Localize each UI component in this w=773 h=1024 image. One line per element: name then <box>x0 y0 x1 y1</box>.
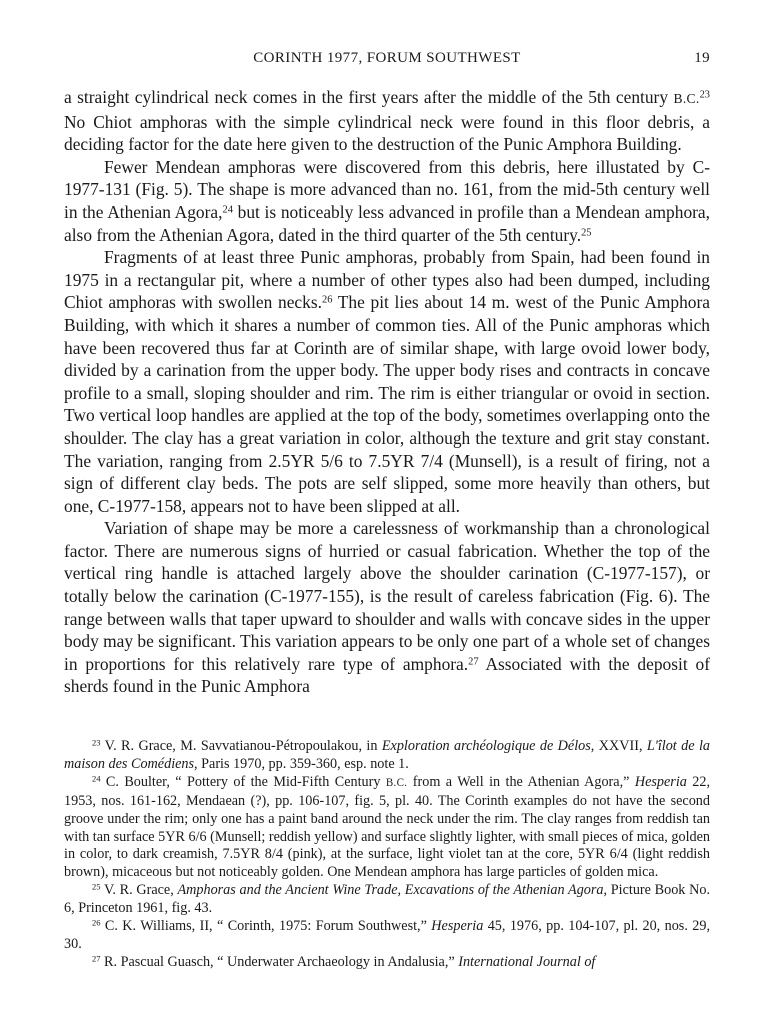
page-number: 19 <box>694 50 710 66</box>
paragraph-4: Variation of shape may be more a carelessness of workmanship than a chronological factor. There are numerous signs of hurried or casual fabrication. Whether the top of the vertical ring handle is attached largely above the shoulder carination (C-1977-157), or totally below the carination (C-1977-155), is the result of careless fabrication (Fig. 6). The range between walls that taper upward to shoulder and walls with concave sides in the upper body may be significant. This variation appears to be only one part of a whole set of changes in proportions for this relatively rare type of amphora.$^{27}$ Associated with the deposit of sherds found in the Punic Amphora <box>64 518 710 697</box>
footnote-ref: 27 <box>468 656 479 668</box>
bc-abbrev: B.C. <box>673 91 700 106</box>
footnote-ref: 25 <box>581 226 592 238</box>
running-title: CORINTH 1977, FORUM SOUTHWEST <box>253 50 521 66</box>
footnote-ref: 24 <box>222 204 233 216</box>
footnote-23: $^{23}$ V. R. Grace, M. Savvatianou-Pétropoulakou, in Exploration archéologique de Délos, XXVII, L'îlot de la maison des Comédiens, Paris 1970, pp. 359-360, esp. note 1. <box>64 737 710 772</box>
footnote-ref: 23 <box>699 89 710 101</box>
running-header <box>64 50 710 72</box>
footnote-27: $^{27}$ R. Pascual Guasch, “ Underwater Archaeology in Andalusia,” International Journal of <box>92 953 596 970</box>
main-text <box>64 86 710 698</box>
footnote-ref: 26 <box>321 294 333 306</box>
paragraph-1: a straight cylindrical neck comes in the first years after the middle of the 5th century B.C.$^{23}$ No Chiot amphoras with the simple cylindrical neck were found in this floor debris, a deciding factor for the date here given to the destruction of the Punic Amphora Building. <box>64 87 710 155</box>
paragraph-2: Fewer Mendean amphoras were discovered from this debris, here illustated by C-1977-131 (Fig. 5). The shape is more advanced than no. 161, from the mid-5th century well in the Athenian Agora,$^{24}$ but is noticeably less advanced in profile than a Mendean amphora, also from the Athenian Agora, dated in the third quarter of the 5th century.$^{25}$ <box>64 156 711 245</box>
footnote-25: $^{25}$ V. R. Grace, Amphoras and the Ancient Wine Trade, Excavations of the Athenian Agora, Picture Book No. 6, Princeton 1961, fig. 43. <box>64 881 710 917</box>
paragraph-3: Fragments of at least three Punic amphoras, probably from Spain, had been found in 1975 in a rectangular pit, where a number of other types also had been dumped, including Chiot amphoras with swollen necks.$^{26}$ The pit lies about 14 m. west of the Punic Amphora Building, with which it shares a number of common ties. All of the Punic amphoras which have been recovered thus far at Corinth are of similar shape, with large ovoid lower body, divided by a carination from the upper body. The upper body rises and contracts in concave profile to a small, sloping shoulder and rim. The rim is either triangular or ovoid in section. Two vertical loop handles are applied at the top of the body, sometimes overlapping onto the shoulder. The clay has a great variation in color, although the texture and grit stay constant. The variation, ranging from 2.5YR 5/6 to 7.5YR 7/4 (Munsell), is a result of firing, not a sign of different clay beds. The pots are self slipped, some more heavily than others, but one, C-1977-158, appears not to have been slipped at all. <box>64 247 710 516</box>
footnote-24: $^{24}$ C. Boulter, “ Pottery of the Mid-Fifth Century B.C. from a Well in the Athenian Agora,” Hesperia 22, 1953, nos. 161-162, Mendaean (?), pp. 106-107, fig. 5, pl. 40. The Corinth examples do not have the second groove under the rim; only one has a paint band around the neck under the rim. The clay ranges from reddish tan with tan surface 5YR 6/6 (Munsell; reddish yellow) and surface slightly lighter, with small pieces of mica, golden in color, to dark creamish, 7.5YR 8/4 (pink), at the surface, light violet tan at the core, 5YR 6/4 (light reddish brown), micaceous but not noticeably golden. One Mendean amphora has large particles of golden mica. <box>64 773 711 881</box>
footnotes <box>64 738 710 972</box>
footnote-26: $^{26}$ C. K. Williams, II, “ Corinth, 1975: Forum Southwest,” Hesperia 45, 1976, pp. 104-107, pl. 20, nos. 29, 30. <box>64 917 710 952</box>
